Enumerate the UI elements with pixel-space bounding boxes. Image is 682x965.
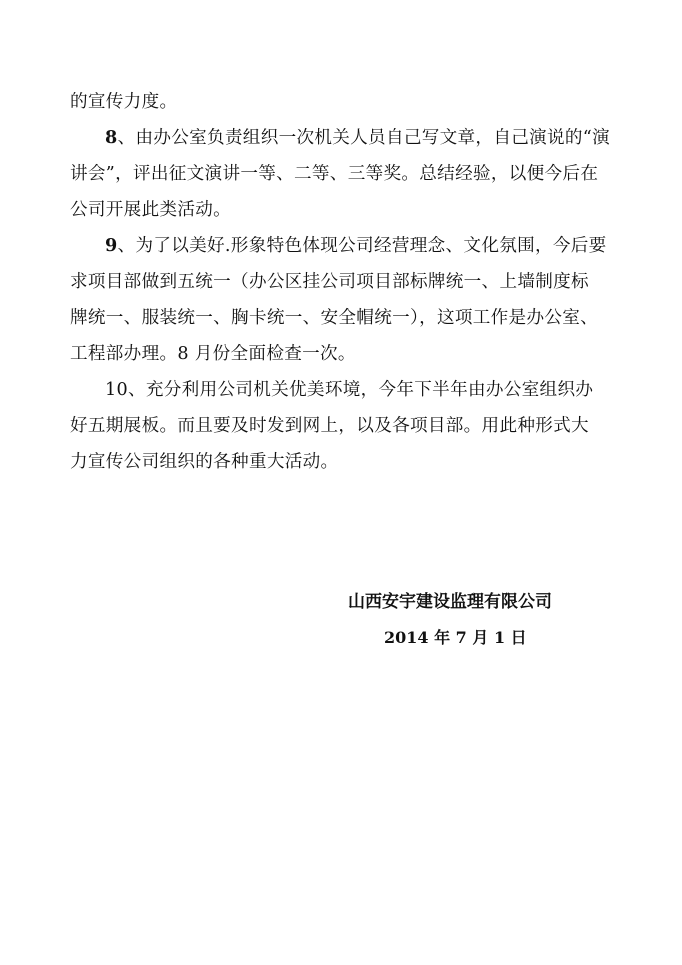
text-line: 求项目部做到五统一（办公区挂公司项目部标牌统一、上墙制度标 <box>70 272 589 292</box>
text-line: 10、充分利用公司机关优美环境，今年下半年由办公室组织办 <box>105 380 594 400</box>
signature-company: 山西安宇建设监理有限公司 <box>348 592 552 612</box>
paragraph-item-10 <box>70 372 610 480</box>
paragraph-item-9 <box>70 228 610 372</box>
text-line: 公司开展此类活动。 <box>70 200 232 220</box>
signature-date: 2014 年 7 月 1 日 <box>384 628 527 647</box>
paragraph-item-8 <box>70 120 610 228</box>
text-line <box>70 228 610 264</box>
text-line <box>70 120 610 156</box>
text-line: 讲会”，评出征文演讲一等、二等、三等奖。总结经验，以便今后在 <box>70 164 599 184</box>
text-line: 好五期展板。而且要及时发到网上，以及各项目部。用此种形式大 <box>70 416 589 436</box>
item-number: 8 <box>105 127 118 148</box>
text-line: 工程部办理。8 月份全面检查一次。 <box>70 344 356 364</box>
text-line: 牌统一、服装统一、胸卡统一、安全帽统一），这项工作是办公室、 <box>70 308 599 328</box>
text-line: 的宣传力度。 <box>70 92 178 112</box>
text-line: 力宣传公司组织的各种重大活动。 <box>70 452 339 472</box>
item-number: 9 <box>105 235 118 256</box>
paragraph-intro <box>70 84 610 120</box>
text-line-content: 、为了以美好.形象特色体现公司经营理念、文化氛围，今后要 <box>117 236 607 256</box>
text-line-content: 、由办公室负责组织一次机关人员自己写文章，自己演说的“演 <box>117 128 610 148</box>
